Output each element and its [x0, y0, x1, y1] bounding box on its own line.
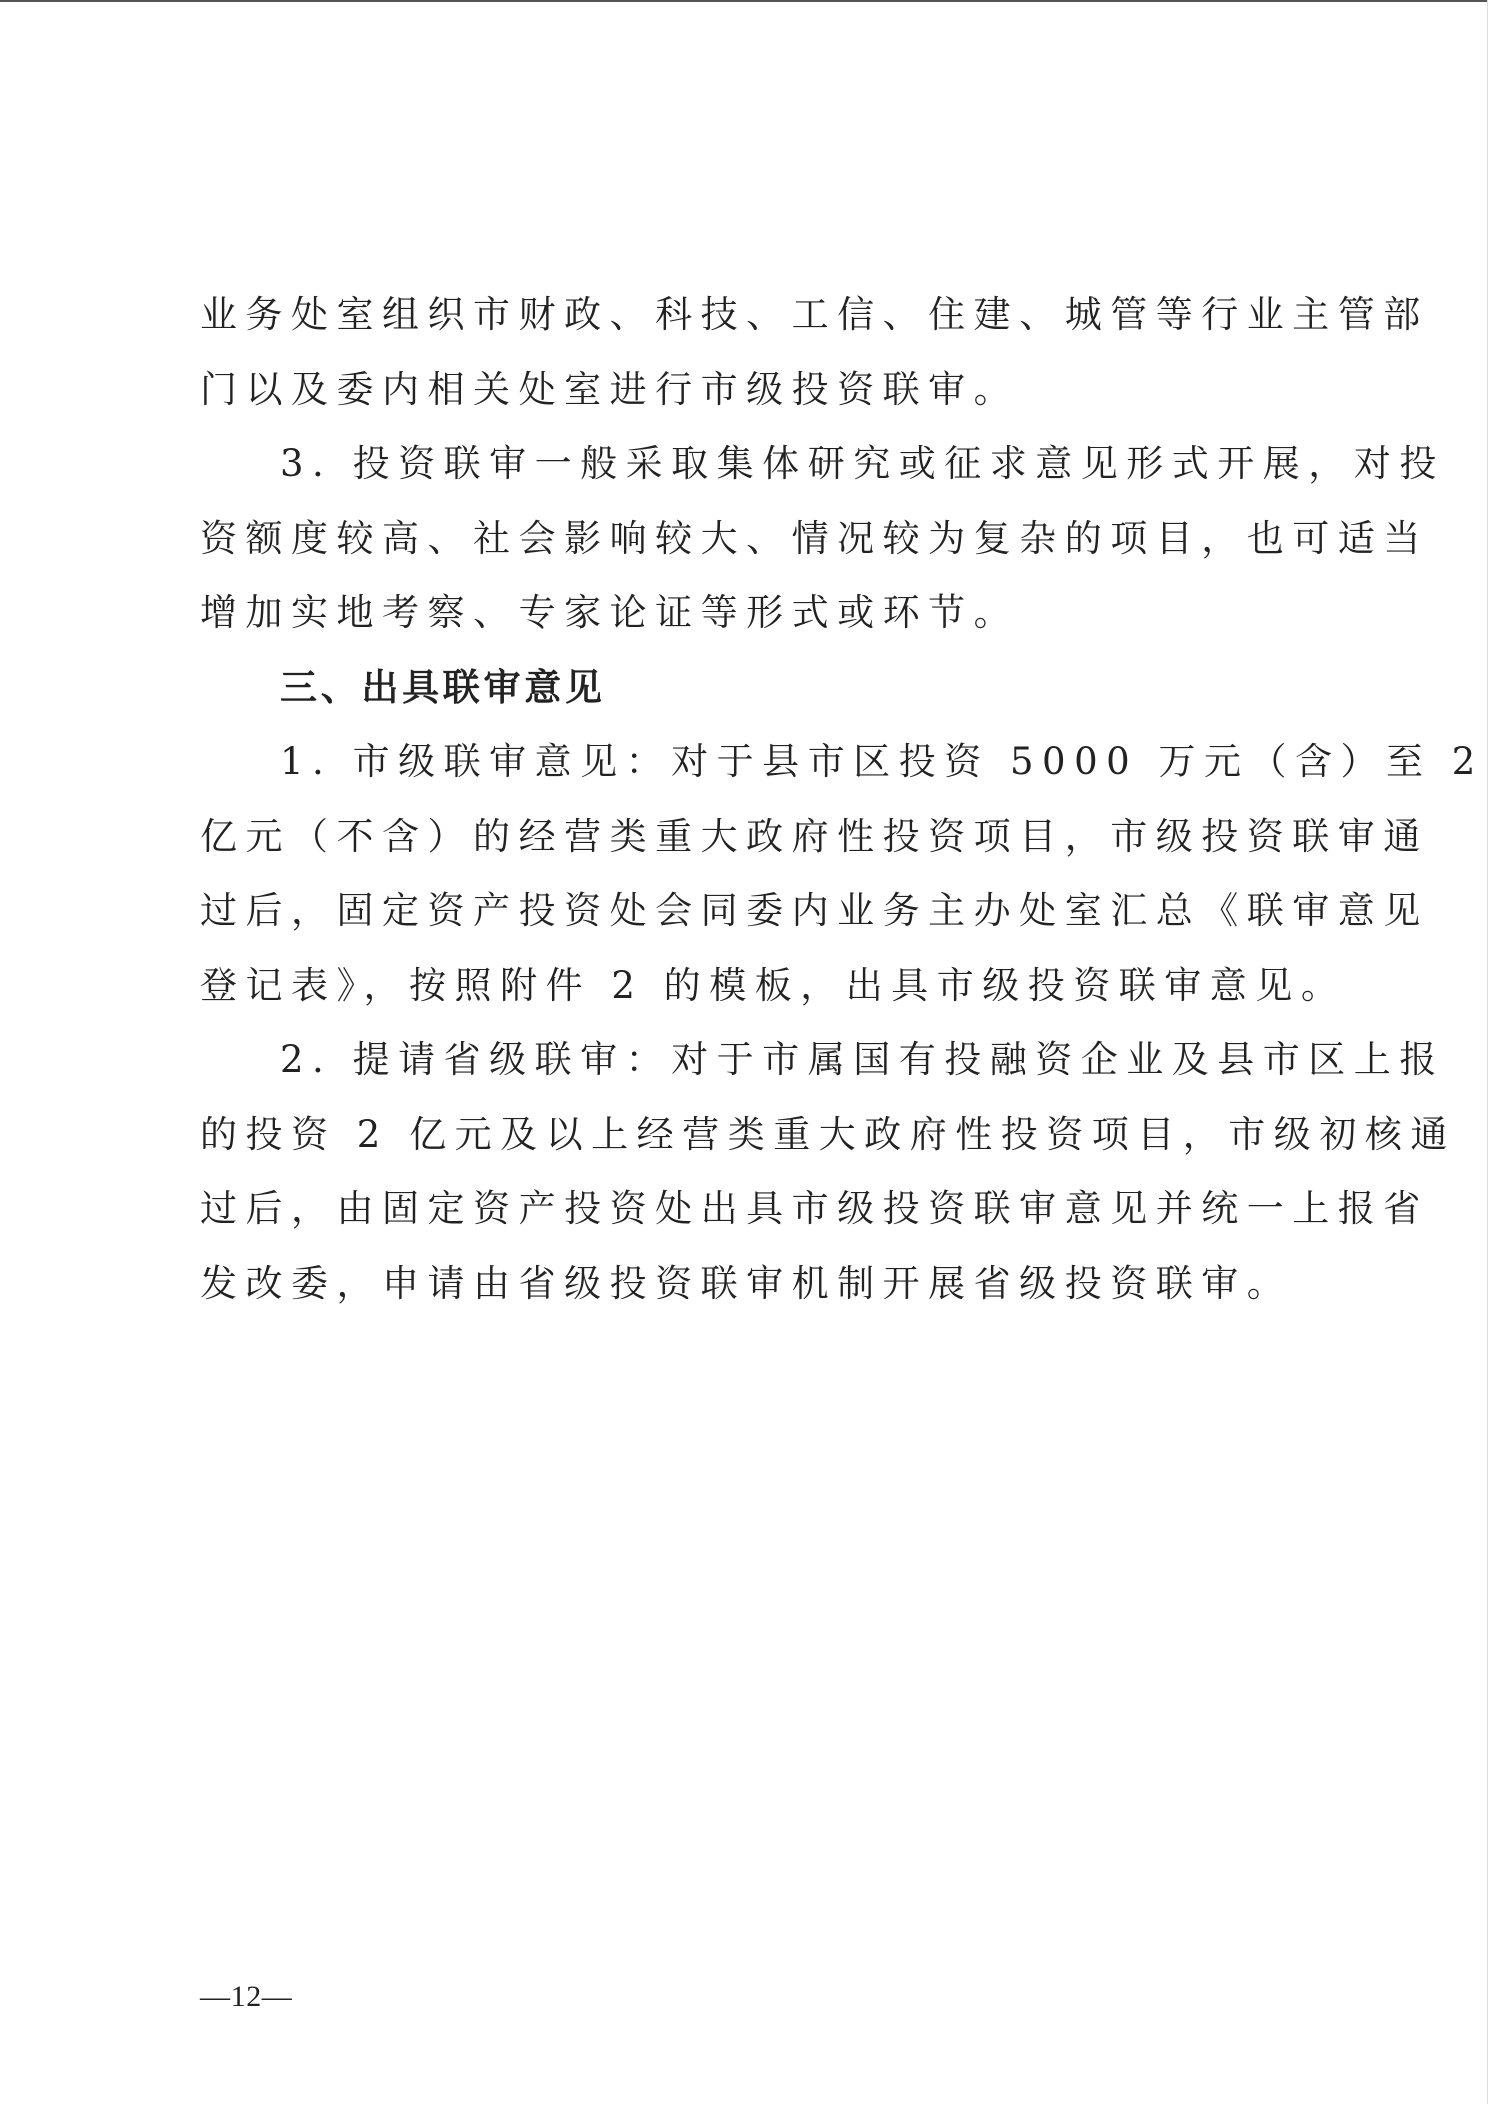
paragraph-1-line-2: 门以及委内相关处室进行市级投资联审。 — [200, 367, 1020, 411]
page-top-edge — [0, 0, 1488, 2]
paragraph-3-line-3: 过后，固定资产投资处会同委内业务主办处室汇总《联审意见 — [200, 889, 1429, 932]
paragraph-2-line-2: 资额度较高、社会影响较大、情况较为复杂的项目，也可适当 — [200, 516, 1429, 560]
section-heading: 三、出具联审意见 — [280, 665, 606, 709]
paragraph-3-line-2: 亿元（不含）的经营类重大政府性投资项目，市级投资联审通 — [200, 814, 1429, 858]
paragraph-4-line-4: 发改委，申请由省级投资联审机制开展省级投资联审。 — [200, 1261, 1293, 1305]
document-body — [200, 278, 1484, 1321]
page-number: —12— — [200, 1980, 293, 2013]
paragraph-4-line-2: 的投资 2 亿元及以上经营类重大政府性投资项目，市级初核通 — [200, 1112, 1456, 1156]
paragraph-2-line-3: 增加实地考察、专家论证等形式或环节。 — [200, 591, 1020, 634]
paragraph-2-line-1: 3. 投资联审一般采取集体研究或征求意见形式开展，对投 — [280, 442, 1445, 485]
paragraph-4-line-3: 过后，由固定资产投资处出具市级投资联审意见并统一上报省 — [200, 1187, 1429, 1230]
paragraph-4-line-1: 2. 提请省级联审：对于市属国有投融资企业及县市区上报 — [280, 1038, 1445, 1081]
paragraph-1-line-1: 业务处室组织市财政、科技、工信、住建、城管等行业主管部 — [200, 293, 1429, 336]
paragraph-3-line-1: 1. 市级联审意见：对于县市区投资 5000 万元（含）至 2 — [280, 740, 1484, 783]
paragraph-3-line-4: 登记表》，按照附件 2 的模板，出具市级投资联审意见。 — [200, 963, 1347, 1007]
